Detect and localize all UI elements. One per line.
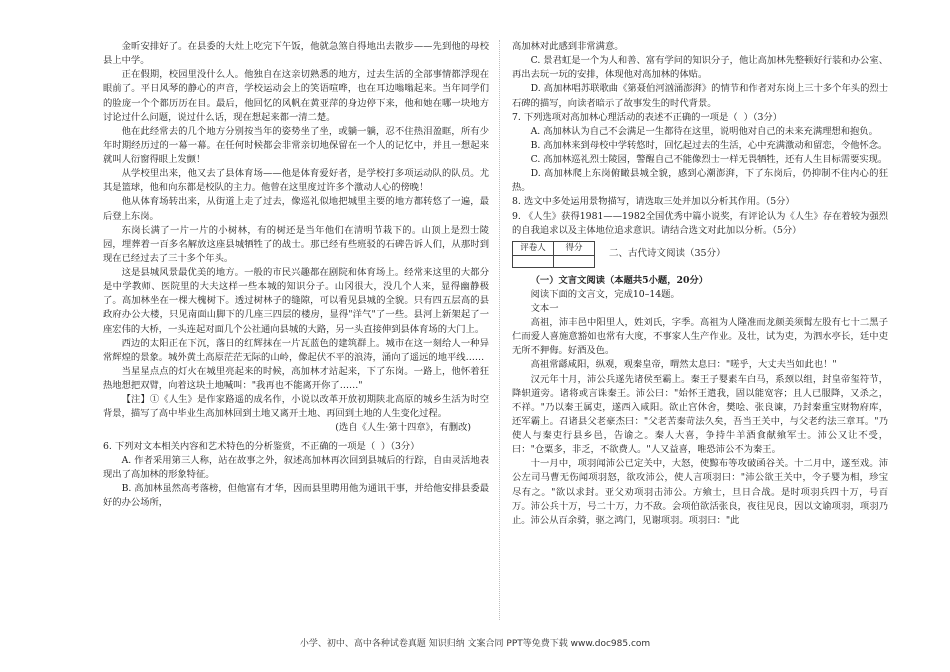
scorer-label: 评卷人 [513,241,554,255]
question-6-option-d: D. 高加林唱苏联歌曲《第聂伯河汹涌澎湃》的情节和作者对东岗上三十多个年头的烈士石碑的描写，向读者暗示了故事发生的时代背景。 [512,83,888,109]
subsection-heading: （一）文言文阅读（本题共5小题，20分） [530,274,709,286]
score-label: 得分 [554,241,595,255]
reading-instruction: 阅读下面的文言文，完成10–14题。 [530,288,680,300]
question-6-option-b: B. 高加林虽然高考落榜，但他富有才华，因而县里聘用他为通讯干事，并给他安排县委最好的办公场所， [103,482,489,508]
question-7-option-a: A. 高加林认为自己不会满足一生都待在这里，说明他对自己的未来充满理想和抱负。 [530,125,878,137]
right-column [512,40,888,528]
question-6-option-c: C. 景君虹是一个为人和善、富有学问的知识分子，他让高加林先整顿好行装和办公室、再出去玩一玩的安排，体现他对高加林的体贴。 [512,55,888,81]
passage-paragraph-8: 西边的太阳正在下沉，落日的红辉抹在一片瓦蓝色的建筑群上。城市在这一刻给人一种异常辉煌的景象。城外黄土高原茫茫无际的山岭，像起伏不平的浪涛，涌向了遥远的地平线…… [103,337,489,363]
question-9: 9. 《人生》获得1981——1982全国优秀中篇小说奖，有评论认为《人生》存在着较为强烈的自我追求以及主体地位追求意识。请结合选文对此加以分析。（5分） [512,210,888,236]
column-divider [499,40,500,620]
page-footer: 小学、初中、高中各种试卷真题 知识归纳 文案合同 PPT等免费下载 www.doc985.com [299,639,651,649]
question-7-option-b: B. 高加林来到母校中学转悠时，回忆起过去的生活，心中充满激动和留恋，令他怀念。 [530,139,888,151]
passage-paragraph-7: 这是县城风景最优美的地方。一般的市民兴趣都在剧院和体育场上。经常来这里的大都分是中学教师、医院里的大夫这样一些本城的知识分子。山冈很大，没几个人来，显得幽静极了。高加林坐在一棵大槐树下。透过树林子的缝隙，可以看见县城的全貌。只有四五层高的县政府办公大楼，只见南面山脚下的几座三四层的楼房，显得"洋气"了一些。县河上新架起了一座宏伟的大桥，一头连起对面几个公社通向县城的大路，另一头直接伸到县体育场的大门上。 [103,267,489,335]
passage-note: 【注】①《人生》是作家路遥的成名作，小说以改革开放初期陕北高原的城乡生活为时空背景，描写了高中毕业生高加林回到土地又离开土地、再回到土地的人生变化过程。 [103,394,489,420]
classical-paragraph-3: 汉元年十月，沛公兵遂先诸侯至霸上。秦王子婴素车白马，系颈以组，封皇帝玺符节，降轵道旁。诸将或言诛秦王。沛公曰："始怀王遣我，固以能宽容；且人已服降，又杀之，不祥。"乃以秦王属吏，遂西入咸阳。欲止宫休舍，樊哙、张良谏，乃封秦重宝财物府库，还军霸上。召诸县父老豪杰曰："父老苦秦苛法久矣，吾当王关中，与父老约法三章耳。"乃使人与秦吏行县乡邑，告谕之。秦人大喜，争持牛羊酒食献飨军士。沛公又让不受，曰："仓粟多，非乏，不欲费人。"人又益喜，唯恐沛公不为秦王。 [512,373,888,456]
score-table [512,241,595,268]
section-2-heading: 二、古代诗文阅读（35分） [609,247,726,259]
passage-paragraph-9: 当星星点点的灯火在城里亮起来的时候，高加林才站起来，下了东岗。一路上，他怀着狂热地想把双臂，向着这块土地喊叫："我再也不能离开你了……" [103,365,489,391]
classical-paragraph-2: 高祖常繇咸阳，纵观，观秦皇帝，喟然太息曰："嗟乎，大丈夫当如此也！" [530,359,837,371]
question-8: 8. 选文中多处运用景物描写，请选取三处并加以分析其作用。（5分） [512,196,795,208]
classical-paragraph-1: 高祖，沛丰邑中阳里人，姓刘氏，字季。高祖为人隆准而龙颜美须髯左股有七十二黑子仁而爱人喜施意豁如也常有大度，不事家人生产作业。及壮，试为吏，为泗水亭长，廷中吏无所不狎侮。好酒及色。 [512,317,888,357]
question-7: 7. 下列选项对高加林心理活动的表述不正确的一项是（ ）（3分） [512,111,783,123]
question-6-option-a: A. 作者采用第三人称，站在故事之外，叙述高加林再次回到县城后的行踪，自由灵活地表现出了高加林的形象特征。 [103,454,489,480]
score-cell[interactable] [554,255,595,267]
classical-paragraph-4: 十一月中，项羽闻沛公已定关中，大怒，使黥布等攻破函谷关。十二月中，遂至戏。沛公左司马曹无伤闻项羽怒，欲攻沛公，使人言项羽曰："沛公欲王关中，令子婴为相，珍宝尽有之。"欲以求封。亚父劝项羽击沛公。方飨士，旦日合战。是时项羽兵四十万，号百万。沛公兵十万，号二十万，力不敌。会项伯欲活张良，夜往见良，因以文谕项羽，项羽乃止。沛公从百余骑，驱之鸿门，见谢项羽。项羽曰："此 [512,458,888,526]
score-box-row [512,241,888,268]
passage-paragraph-2: 正在假期，校园里没什么人。他独自在这亲切熟悉的地方，过去生活的全部事情都浮现在眼前了。平日风琴的静心的声音，学校运动会上的笑语喧哗，也在耳边嗡嗡起来。当年同学们的脸庞一个个都历历在目。最后，他回忆的风帆在黄亚萍的身边停下来，他和她在哪一块地方讨论过什么问题，说过什么话，现在想起来都一清二楚。 [103,69,489,123]
text-one-label: 文本一 [530,302,559,314]
question-6-option-b-continued: 高加林对此感到非常满意。 [512,41,624,52]
left-column [103,40,489,510]
passage-paragraph-6: 东岗长满了一片一片的小树林，有的树还是当年他们在清明节栽下的。山顶上是烈士陵园，埋葬着一百多名解放这座县城牺牲了的战士。那已经有些班驳的石碑告诉人们，从那时到现在已经过去了三十多个年头。 [103,224,489,264]
passage-paragraph-3: 他在此经常去的几个地方分别按当年的姿势坐了坐，或躺一躺，忍不住热泪盈眶，所有少年时期经历过的一幕一幕。在任何时候都会非常亲切地保留在一个人的记忆中，并且一想起来就叫人衍窗得眼上发颤！ [103,125,489,165]
passage-paragraph-5: 他从体育场转出来，从街道上走了过去，像巡礼似地把城里主要的地方都转悠了一遍，最后登上东岗。 [103,196,489,222]
question-6: 6. 下列对文本相关内容和艺术特色的分析鉴赏，不正确的一项是（ ）（3分） [103,440,420,452]
passage-paragraph-4: 从学校里出来，他又去了县体育场——他是体育爱好者，是学校打多项运动队的队员。尤其是篮球，他和向东都是校队的主力。他曾在这里度过许多个激动人心的傍晚！ [103,168,489,194]
passage-paragraph-1: 金昕安排好了。在县委的大灶上吃完下午饭，他就急煞自得地出去散步——先到他的母校县上中学。 [103,41,489,67]
passage-source: (选自《人生·第十四章》，有删改) [335,422,471,434]
scorer-cell[interactable] [513,255,554,267]
question-7-option-d: D. 高加林爬上东岗俯瞰县城全貌，感到心潮澎湃，下了东岗后，仍抑制不住内心的狂热。 [512,168,888,194]
question-7-option-c: C. 高加林巡礼烈士陵园，警醒自己不能像烈士一样无畏牺牲，还有人生目标需要实现。 [530,154,888,165]
